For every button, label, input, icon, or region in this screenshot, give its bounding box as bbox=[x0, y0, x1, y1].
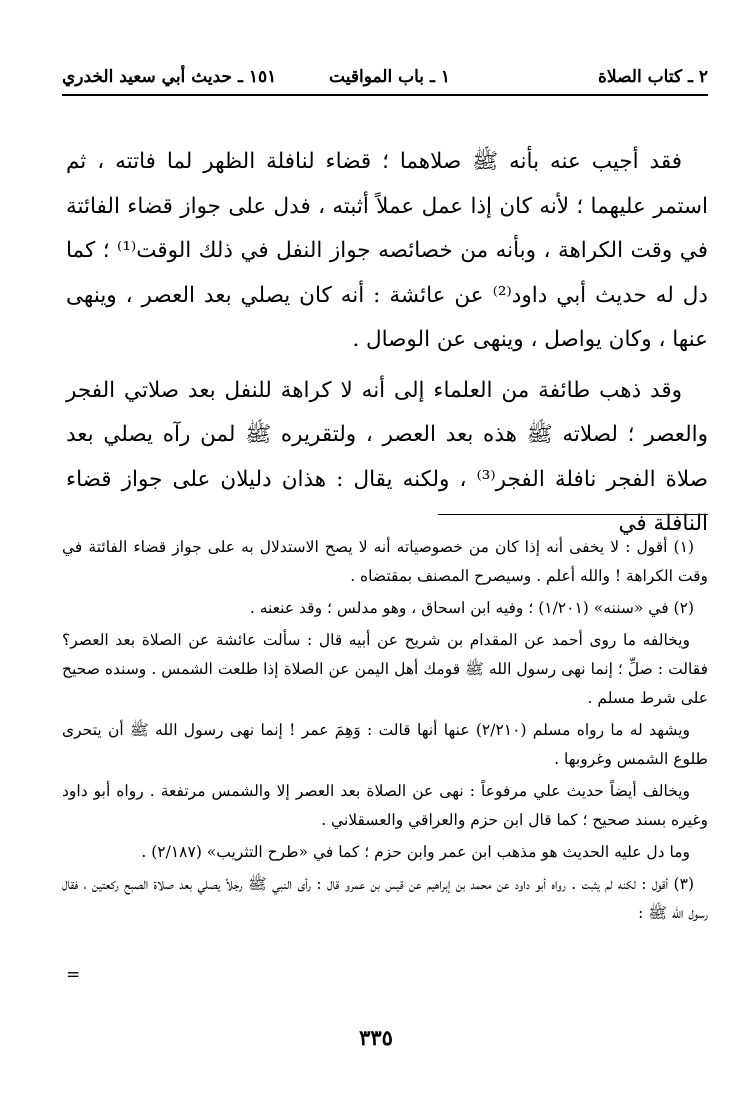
footnote-continuation: ويخالفه ما روى أحمد عن المقدام بن شريح عن أبيه قال : سألت عائشة عن الصلاة بعد العصر؟ فقالت : صلِّ ؛ إنما نهى رسول الله ﷺ قومك أهل اليمن عن الصلاة إذا طلعت الشمس . وسنده صحيح على شرط مسلم . bbox=[62, 631, 708, 707]
section-title: ١ ـ باب المواقيت bbox=[329, 67, 450, 87]
footnotes bbox=[62, 533, 708, 931]
main-paragraph: وقد ذهب طائفة من العلماء إلى أنه لا كراهة للنفل بعد صلاتي الفجر والعصر ؛ لصلاته ﷺ هذه بعد العصر ، ولتقريره ﷺ لمن رآه يصلي بعد صلاة الفجر نافلة الفجر⁽³⁾ ، ولكنه يقال : هذان دليلان على جواز قضاء النافلة في bbox=[66, 377, 708, 536]
chapter-title: ٢ ـ كتاب الصلاة bbox=[598, 67, 708, 87]
footnote: (١) أقول : لا يخفى أنه إذا كان من خصوصياته أنه لا يصح الاستدلال به على جواز قضاء الفائتة في وقت الكراهة ! والله أعلم . وسيصرح المصنف بمقتضاه . bbox=[62, 538, 708, 585]
hadith-title: ١٥١ ـ حديث أبي سعيد الخدري bbox=[62, 67, 277, 87]
running-header bbox=[62, 66, 708, 92]
footnote-continuation: وما دل عليه الحديث هو مذهب ابن عمر وابن حزم ؛ كما في «طرح التثريب» (٢/١٨٧) . bbox=[141, 843, 690, 861]
footnote-continuation: ويشهد له ما رواه مسلم (٢/٢١٠) عنها أنها قالت : وَهِمَ عمر ! إنما نهى رسول الله ﷺ أن يتحرى طلوع الشمس وغروبها . bbox=[62, 721, 708, 768]
page-number: ٣٣٥ bbox=[359, 1025, 393, 1050]
footnote-divider bbox=[438, 514, 708, 515]
footnote-continuation: ويخالف أيضاً حديث علي مرفوعاً : نهى عن الصلاة بعد العصر إلا والشمس مرتفعة . رواه أبو داود وغيره بسند صحيح ؛ كما قال ابن حزم والعراقي والعسقلاني . bbox=[62, 782, 708, 829]
footnote: (٢) في «سننه» (١/٢٠١) ؛ وفيه ابن اسحاق ، وهو مدلس ؛ وقد عنعنه . bbox=[249, 599, 694, 617]
header-divider bbox=[62, 94, 708, 96]
footnote: (٣) أقول : لكنه لم يثبت . رواه أبو داود عن محمد بن إبراهيم عن قيس بن عمرو قال : رأى النبي ﷺ رجلاً يصلي بعد صلاة الصبح ركعتين ، فقال رسول الله ﷺ : bbox=[62, 875, 708, 922]
main-text bbox=[66, 140, 708, 547]
continuation-mark: = bbox=[66, 965, 81, 985]
main-paragraph: فقد أجيب عنه بأنه ﷺ صلاهما ؛ قضاء لنافلة الظهر لما فاتته ، ثم استمر عليهما ؛ لأنه كان إذا عمل عملاً أثبته ، فدل على جواز قضاء الفائتة في وقت الكراهة ، وبأنه من خصائصه جواز النفل في ذلك الوقت⁽¹⁾ ؛ كما دل له حديث أبي داود⁽²⁾ عن عائشة : أنه كان يصلي بعد العصر ، وينهى عنها ، وكان يواصل ، وينهى عن الوصال . bbox=[66, 149, 709, 352]
